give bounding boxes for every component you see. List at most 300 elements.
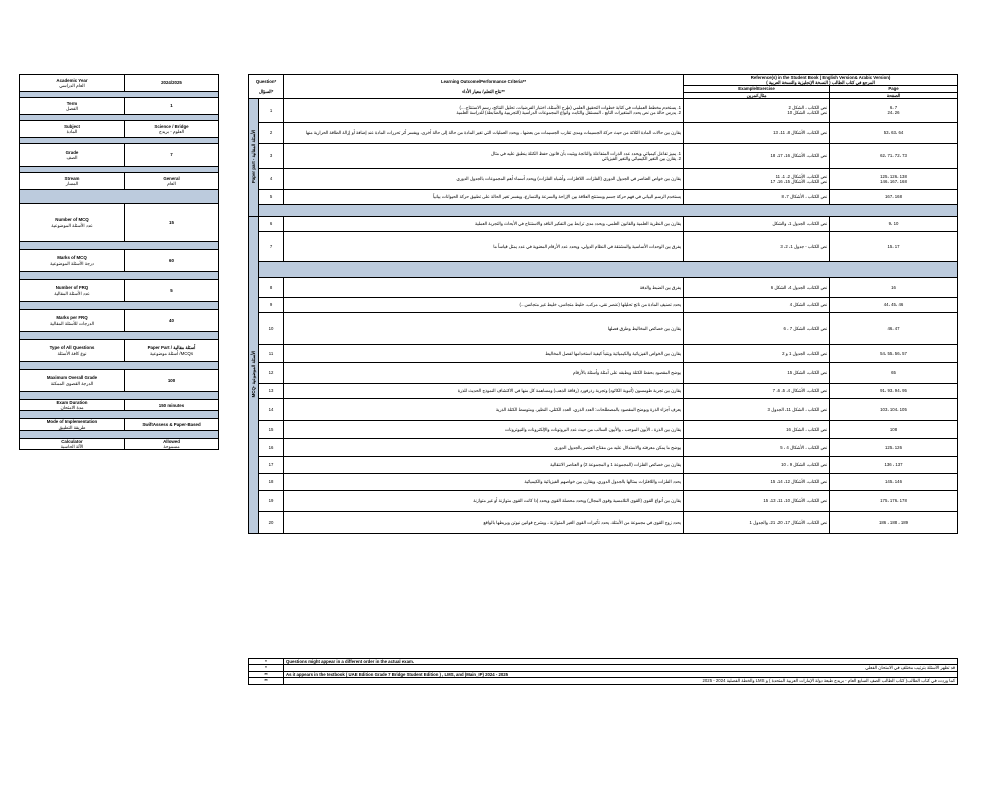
info-value	[125, 98, 219, 115]
section-separator-cell	[259, 204, 958, 216]
question-number-text: 17	[268, 462, 274, 468]
section-mcq-label: MCQ- الأسئلة الموضوعية	[250, 351, 256, 398]
page-ref-text: 54، 55، 56، 57	[880, 350, 907, 356]
page-ref	[830, 456, 958, 473]
question-number	[259, 143, 284, 168]
question-number-text: 1	[269, 107, 273, 113]
learning-outcome	[284, 277, 684, 297]
page-ref	[830, 168, 958, 189]
info-label-ar: العام الدراسي	[59, 83, 85, 88]
info-label-ar: الصف	[66, 155, 78, 160]
question-number-text: 3	[269, 153, 273, 159]
example-ref	[684, 231, 830, 261]
info-value-en: 60	[169, 257, 174, 263]
learning-outcome	[284, 122, 684, 143]
example-ref	[684, 456, 830, 473]
question-row	[249, 168, 958, 189]
info-label-ar: المسار	[65, 181, 79, 186]
learning-outcome-text: يقارن بين النظرية العلمية والقانون العلمي، ويحدد مدى ترابط بين التفكير الناقد والاستنتاج في الأبحاث والتجربة العملية	[475, 221, 682, 227]
reference-header-en: Reference(s) in the Student Book ( English Version& Arabic Version)	[750, 75, 891, 80]
info-row	[20, 75, 219, 92]
question-header	[249, 75, 284, 99]
info-label-en: Calculator	[61, 438, 83, 444]
info-label	[20, 340, 125, 362]
page-ref-text: 16	[891, 284, 896, 290]
page-ref	[830, 312, 958, 344]
question-row	[249, 297, 958, 312]
note-ar-text: كما وردت في كتاب الطالب( كتاب الطالب الصف السابع العام - بريدج طبعة دولة الإمارات العربية المتحدة ) و LMS والخطة الفصلية 2024 - 2025	[702, 678, 955, 684]
question-number-text: 14	[268, 406, 274, 412]
example-ref	[684, 277, 830, 297]
info-row	[20, 204, 219, 242]
page-ref	[830, 490, 958, 511]
learning-outcome-text: يقارن بين أنواع القوى (القوى التلامسية وقوى المجال) ويحدد محصلة القوى ويحدد إذا كانت القوى متوازنة أو غير متوازنة	[473, 498, 682, 504]
question-header-en: Question*	[255, 78, 277, 84]
example-ref-text: نص الكتاب، الأشكال 4، 5، 6، 7	[772, 388, 828, 394]
page-ref-text: 125، 126، 138	[880, 173, 907, 179]
info-row	[20, 340, 219, 362]
info-value	[125, 310, 219, 332]
info-label	[20, 438, 125, 449]
info-value-en: 7	[170, 152, 173, 158]
info-row	[20, 400, 219, 411]
info-spacer	[20, 411, 219, 419]
info-value	[125, 280, 219, 302]
page-ref	[830, 297, 958, 312]
example-ref-text: نص الكتاب ، الشكل 11، الجدول 3	[767, 406, 828, 412]
info-label-en: Number of FRQ	[55, 285, 89, 291]
example-ref	[684, 189, 830, 204]
page-ref	[830, 362, 958, 383]
learning-outcome-text: 2. يدرس حالة من نص يحدد المتغيرات التابع ، المستقل والثابت وأنواع المجموعات الدراسية (التجريبية والضابطة) للدراسة العلمية	[456, 110, 682, 116]
learning-outcome-text: يحدد زوج القوى في مجموعة من الأمثلة، يحدد تأثيرات القوى الغير المتوازنة ، ويشرح قوانين نيوتن ويربطها بالواقع	[483, 519, 682, 525]
page-ref-text: 9، 10	[888, 221, 899, 227]
note-mark-text: *	[265, 659, 267, 664]
note-row-ar	[249, 678, 958, 684]
info-spacer	[20, 362, 219, 370]
page-ref	[830, 231, 958, 261]
info-value	[125, 419, 219, 430]
question-number-text: 5	[269, 194, 273, 200]
question-row	[249, 216, 958, 231]
question-number-text: 2	[269, 130, 273, 136]
example-ref-text: نص الكتاب، الأشكال 12، 14، 15	[770, 479, 828, 485]
question-number	[259, 216, 284, 231]
info-label-en: Stream	[64, 175, 80, 181]
question-row	[249, 438, 958, 456]
info-value-ar: مسموحة	[163, 444, 180, 450]
example-ref	[684, 420, 830, 438]
learning-outcome-text: يقارن بين حالات المادة الثلاثة من حيث حركة الجسيمات ومدى تقارب الجسيمات من بعضها ، ويحدد العمليات التي تغير المادة من حالة إلى حالة أخرى، ويفسر أثر تحررات المادة عند إضافة أو إزالة الطاقة الحرارية منها	[305, 130, 682, 136]
learning-outcome-text: يستخدم الرسم البياني في فهم حركة جسم ويستنتج العلاقة بين الإزاحة والسرعة والتسارع، ويفسر تغير الحالة على تطبيق حركة الحيوانات بيانياً	[432, 194, 682, 200]
page-ref-text: 145، 146	[885, 479, 902, 485]
row-separator-cell	[259, 261, 958, 277]
note-mark-text: **	[264, 671, 268, 677]
info-row	[20, 310, 219, 332]
learning-outcome	[284, 511, 684, 533]
question-number-text: 10	[268, 325, 274, 331]
page-ref-text: 65	[891, 370, 896, 376]
example-ref	[684, 98, 830, 122]
question-row	[249, 98, 958, 122]
info-label-en: Marks per FRQ	[56, 315, 88, 321]
page-ref	[830, 473, 958, 490]
learning-outcome	[284, 438, 684, 456]
question-number-text: 19	[268, 498, 274, 504]
question-row	[249, 143, 958, 168]
example-ref-text: نص الكتاب، الأشكال 17، 20، 21، والجدول 1	[749, 519, 828, 525]
question-row	[249, 231, 958, 261]
example-ref	[684, 362, 830, 383]
example-ref-text: نص الكتاب ، الأشكال 7، 8	[781, 194, 828, 200]
learning-outcome-text: 1. يستخدم مخطط العمليات في كتابة خطوات التحقيق العلمي (طرح الأسئلة، اختبار الفرضيات، تحليل النتائج، رسم الاستنتاج....)	[459, 105, 682, 111]
example-ref	[684, 490, 830, 511]
question-number	[259, 473, 284, 490]
question-number	[259, 312, 284, 344]
question-number	[259, 420, 284, 438]
info-label-ar: عدد الأسئلة الموضوعية	[51, 222, 93, 228]
question-number	[259, 98, 284, 122]
example-ref	[684, 216, 830, 231]
note-en-text: Questions might appear in a different order in the actual exam.	[286, 659, 414, 664]
outcome-header-en: Learning Outcome/Performance Criteria**	[441, 78, 527, 84]
info-value-en: Allowed	[163, 438, 180, 444]
question-number	[259, 398, 284, 420]
learning-outcome-text: يفرق بين الوحدات الأساسية والمشتقة في النظام الدولي، ويحدد عدد الأرقام المعنوية في عدد يمثل قياساً ما	[493, 243, 682, 249]
info-value	[125, 400, 219, 411]
info-row	[20, 98, 219, 115]
example-ref-text: نص الكتاب، الشكل 4	[789, 302, 828, 308]
info-value	[125, 370, 219, 392]
learning-outcome-text: يقارن بين الخواص الفيزيائية والكيميائية ويتنبأ كيفية استخدامها لفصل المخاليط	[545, 350, 682, 356]
info-value	[125, 75, 219, 92]
info-row	[20, 173, 219, 190]
info-row	[20, 280, 219, 302]
exam-structure-table	[248, 74, 958, 534]
learning-outcome	[284, 383, 684, 398]
question-number-text: 18	[268, 479, 274, 485]
info-label	[20, 121, 125, 138]
note-mark-text: *	[265, 665, 267, 671]
question-number-text: 4	[269, 176, 273, 182]
info-spacer	[20, 302, 219, 310]
page-ref	[830, 122, 958, 143]
question-number	[259, 383, 284, 398]
info-label-en: Grade	[65, 149, 79, 155]
page-ref-text: 46، 47	[887, 325, 900, 331]
info-spacer-cell	[20, 332, 219, 340]
question-row	[249, 420, 958, 438]
reference-header	[684, 75, 958, 86]
learning-outcome	[284, 398, 684, 420]
info-label	[20, 173, 125, 190]
page-header-ar-text: الصفحة	[886, 92, 901, 98]
page-ref-text: 108	[889, 426, 898, 432]
learning-outcome	[284, 344, 684, 362]
learning-outcome-text: يعرف أجزاء الذرة ويوضح المقصود بالمصطلحات: العدد الذري، العدد الكتلي، النظير، ومتوسط الكتلة الذرية	[495, 406, 682, 412]
reference-header-ar: المرجع في كتاب الطالب ( النسخة الإنجليزية والنسخة العربية )	[766, 80, 875, 86]
example-ref-text: نص الكتاب، الشكل 10	[787, 110, 828, 116]
question-number-text: 15	[268, 426, 274, 432]
example-ref	[684, 511, 830, 533]
note-ar-text: قد تظهر الأسئلة بترتيب مختلف في الامتحان الفعلي	[865, 665, 955, 671]
page-ref-text: 146، 167، 168	[880, 178, 907, 184]
example-ref	[684, 344, 830, 362]
example-ref-text: نص الكتاب، الأشكال 15، 16، 17	[770, 178, 828, 184]
learning-outcome	[284, 143, 684, 168]
example-ref	[684, 438, 830, 456]
info-value-en: 150 minutes	[158, 402, 185, 408]
info-label-ar: الآلة الحاسبة	[60, 444, 84, 450]
example-ref-text: نص الكتاب، الشكل 7 ، 6	[783, 325, 828, 331]
question-number	[259, 277, 284, 297]
example-ref	[684, 168, 830, 189]
section-mcq	[249, 216, 259, 533]
info-label-ar: درجة الأسئلة الموضوعية	[50, 260, 94, 266]
example-ref-text: نص الكتاب، الجدول 1 و 2	[782, 350, 828, 356]
info-value-en: 40	[169, 317, 174, 323]
example-ref-text: نص الكتاب - جدول 1، 2، 3	[780, 243, 828, 249]
note-mark	[249, 678, 284, 684]
info-label-ar: الفصل	[66, 106, 78, 111]
info-row	[20, 370, 219, 392]
info-value-en: Science / Bridge	[154, 123, 189, 129]
learning-outcome	[284, 312, 684, 344]
learning-outcome-text: يحدد تصنيف المادة من ناتج تحليلها (عنصر نقي، مركب، خليط متجانس، خليط غير متجانس...)	[519, 302, 682, 308]
question-number	[259, 438, 284, 456]
info-label	[20, 204, 125, 242]
question-number	[259, 362, 284, 383]
question-number-text: 16	[268, 444, 274, 450]
question-number-text: 9	[269, 302, 273, 308]
info-row	[20, 250, 219, 272]
page-ref-text: 175، 176، 178	[880, 498, 907, 504]
info-value	[125, 250, 219, 272]
learning-outcome-text: 2. يقارن بين التغير الكيميائي والتغير الفيزيائي	[601, 155, 682, 161]
example-ref-text: نص الكتاب ، الأشكال 4 ، 5	[780, 444, 828, 450]
info-spacer	[20, 242, 219, 250]
info-value	[125, 144, 219, 167]
section-paper	[249, 98, 259, 216]
info-label-ar: مدة الامتحان	[60, 405, 84, 411]
info-value-en: 15	[169, 219, 174, 225]
note-en-text: As it appears in the textbook ( UAE Edition Grade 7 Bridge Student Edition ) , LMS, and (Main_IP) 2024 - 2025	[286, 671, 509, 677]
info-row	[20, 438, 219, 449]
section-paper-label: Paper part - الأسئلة المقالية	[250, 130, 256, 184]
example-header-ar-text: مثال/تمرين	[746, 92, 767, 98]
info-label-en: Subject	[64, 123, 80, 129]
page-ref	[830, 398, 958, 420]
example-ref-text: نص الكتاب، الشكل 15	[787, 370, 828, 376]
page-ref	[830, 438, 958, 456]
question-row	[249, 312, 958, 344]
question-number	[259, 490, 284, 511]
page-ref	[830, 98, 958, 122]
question-number-text: 13	[268, 388, 274, 394]
notes-table	[248, 658, 958, 685]
question-row	[249, 383, 958, 398]
info-spacer-cell	[20, 242, 219, 250]
info-spacer-cell	[20, 272, 219, 280]
question-row	[249, 473, 958, 490]
info-label-ar: عدد الأسئلة المقالية	[54, 290, 90, 296]
info-label-en: Type of All Questions	[49, 345, 95, 351]
row-separator	[249, 261, 958, 277]
question-header-ar: السؤال*	[258, 89, 274, 94]
example-ref-text: نص الكتاب ، الشكل 2	[788, 105, 828, 111]
page-ref-text: 6، 7	[889, 105, 898, 111]
info-label-en: Marks of MCQ	[57, 255, 87, 261]
info-value-en: 2024/2025	[161, 80, 182, 86]
example-ref-text: نص الكتاب، الجدول 1، والشكل	[772, 221, 828, 227]
header-row-1	[249, 75, 958, 86]
info-label	[20, 98, 125, 115]
question-number	[259, 344, 284, 362]
example-ref-text: نص الكتاب، الأشكال 2، 1، 11	[775, 173, 828, 179]
question-number	[259, 511, 284, 533]
example-ref-text: نص الكتاب، الأشكال 8، 11، 13	[773, 130, 828, 136]
learning-outcome	[284, 490, 684, 511]
page-ref-text: 125، 126	[885, 444, 902, 450]
note-ar	[284, 678, 958, 684]
info-label	[20, 310, 125, 332]
question-number-text: 20	[268, 519, 274, 525]
info-value	[125, 340, 219, 362]
question-number-text: 6	[269, 221, 273, 227]
info-spacer-cell	[20, 411, 219, 419]
page-ref	[830, 383, 958, 398]
info-label-en: Academic Year	[56, 77, 88, 83]
learning-outcome	[284, 168, 684, 189]
page-ref-text: 15، 17	[887, 243, 900, 249]
learning-outcome-text: يقارن بين الذرة ، الأيون الموجب ، والأيون السالب من حيث عدد البروتونات والإلكترونات والنيوترونات	[505, 426, 682, 432]
info-value-en: 1	[170, 103, 173, 109]
info-value-ar: MCQs/ أسئلة موضوعية	[149, 350, 194, 356]
info-spacer-cell	[20, 362, 219, 370]
learning-outcome	[284, 297, 684, 312]
info-spacer-cell	[20, 302, 219, 310]
info-spacer-cell	[20, 430, 219, 438]
info-label-ar: الدرجات للأسئلة المقالية	[49, 320, 95, 326]
info-label	[20, 75, 125, 92]
info-spacer	[20, 272, 219, 280]
question-row	[249, 277, 958, 297]
learning-outcome	[284, 362, 684, 383]
exam-info-table	[19, 74, 219, 450]
info-value	[125, 204, 219, 242]
info-label-ar: نوع كافة الأسئلة	[57, 350, 87, 356]
learning-outcome-text: 1. يميز تفاعل كيميائي ويحدد عدد الذرات المتفاعلة والناتجة ويثبت بأن قانون حفظ الكتلة ينطبق عليه في مثال	[490, 150, 682, 156]
info-row	[20, 144, 219, 167]
example-ref-text: نص الكتاب، الشكل 9 ، 10	[781, 462, 828, 468]
example-ref	[684, 383, 830, 398]
page-ref-text: 53، 63، 64	[883, 130, 904, 136]
example-ref	[684, 473, 830, 490]
page-ref	[830, 189, 958, 204]
question-number	[259, 189, 284, 204]
learning-outcome-text: يوضح المقصود بحفظ الكتلة ويطبقه على أمثلة وأسئلة بالأرقام	[572, 370, 682, 376]
info-row	[20, 419, 219, 430]
info-label-en: Term	[66, 100, 78, 106]
question-number-text: 8	[269, 284, 273, 290]
example-ref	[684, 143, 830, 168]
question-row	[249, 189, 958, 204]
question-number-text: 12	[268, 370, 274, 376]
info-spacer	[20, 392, 219, 400]
page-ref-text: 62، 71، 72، 73	[880, 153, 907, 159]
section-separator	[249, 204, 958, 216]
page-ref	[830, 277, 958, 297]
info-label	[20, 370, 125, 392]
question-row	[249, 362, 958, 383]
question-row	[249, 511, 958, 533]
info-spacer	[20, 190, 219, 204]
example-ref-text: نص الكتاب، الأشكال 16، 17، 18	[770, 153, 828, 159]
example-ref-text: نص الكتاب، الجدول 4، الشكل 6	[770, 284, 828, 290]
info-value-en: 100	[167, 377, 176, 383]
question-row	[249, 122, 958, 143]
info-label	[20, 144, 125, 167]
info-label-en: Mode of Implementation	[46, 419, 98, 425]
info-value	[125, 121, 219, 138]
question-number	[259, 297, 284, 312]
example-ref	[684, 122, 830, 143]
info-value-ar: العام	[167, 181, 176, 186]
note-mark-text: **	[264, 678, 268, 684]
example-ref-text: نص الكتاب، الأشكال 10، 11، 13، 15	[763, 498, 828, 504]
question-row	[249, 344, 958, 362]
learning-outcome	[284, 231, 684, 261]
learning-outcome-text: يقارن بين تجربة طومسون (أنبوبة الكاثود) وتجربة رذرفورد (رقاقة الذهب) ومساهمة كل منها في الاكتشاف النموذج الحديث للذرة	[457, 388, 682, 394]
question-row	[249, 456, 958, 473]
info-spacer-cell	[20, 190, 219, 204]
page-ref-text: 103، 104، 105	[880, 406, 907, 412]
page-ref	[830, 344, 958, 362]
info-label	[20, 419, 125, 430]
info-label	[20, 400, 125, 411]
learning-outcome	[284, 216, 684, 231]
page-header-en: Page	[888, 86, 899, 92]
example-header-en: Example/Exercise	[738, 86, 775, 92]
question-number	[259, 231, 284, 261]
info-value-en: General	[163, 175, 180, 181]
learning-outcome-text: يقارن بين خواص العناصر في الجدول الدوري (الفلزات، اللافلزات، وأشباه الفلزات) ويحدد أسماء أهم المجموعات بالجدول الدوري	[456, 176, 682, 182]
page-ref-text: 136 ، 137	[884, 462, 903, 468]
page-ref-text: 167، 168	[885, 194, 902, 200]
info-spacer-cell	[20, 392, 219, 400]
page-ref-text: 91، 93، 94، 95	[880, 388, 907, 394]
page-ref	[830, 143, 958, 168]
question-number	[259, 168, 284, 189]
example-ref-text: نص الكتاب ، الشكل 16	[786, 426, 828, 432]
example-ref	[684, 297, 830, 312]
outcome-header-ar: نتاج التعلم/ معيار الأداء**	[462, 89, 505, 94]
learning-outcome-text: يوضح ما يمكن معرفته والاستدلال عليه من مفتاح العنصر بالجدول الدوري	[554, 444, 682, 450]
info-value	[125, 173, 219, 190]
info-spacer	[20, 332, 219, 340]
learning-outcome	[284, 189, 684, 204]
question-number-text: 11	[268, 350, 274, 356]
info-label-en: Maximum Overall Grade	[46, 375, 98, 381]
learning-outcome	[284, 456, 684, 473]
example-ref	[684, 312, 830, 344]
info-value-en: SwiftAssess & Paper-Based	[142, 422, 201, 427]
learning-outcome	[284, 473, 684, 490]
info-value-en: Paper Part / أسئلة مقالية	[147, 345, 196, 351]
info-label-ar: المادة	[66, 129, 78, 134]
info-value-en: 5	[170, 287, 173, 293]
info-label-en: Exam Duration	[56, 400, 88, 405]
